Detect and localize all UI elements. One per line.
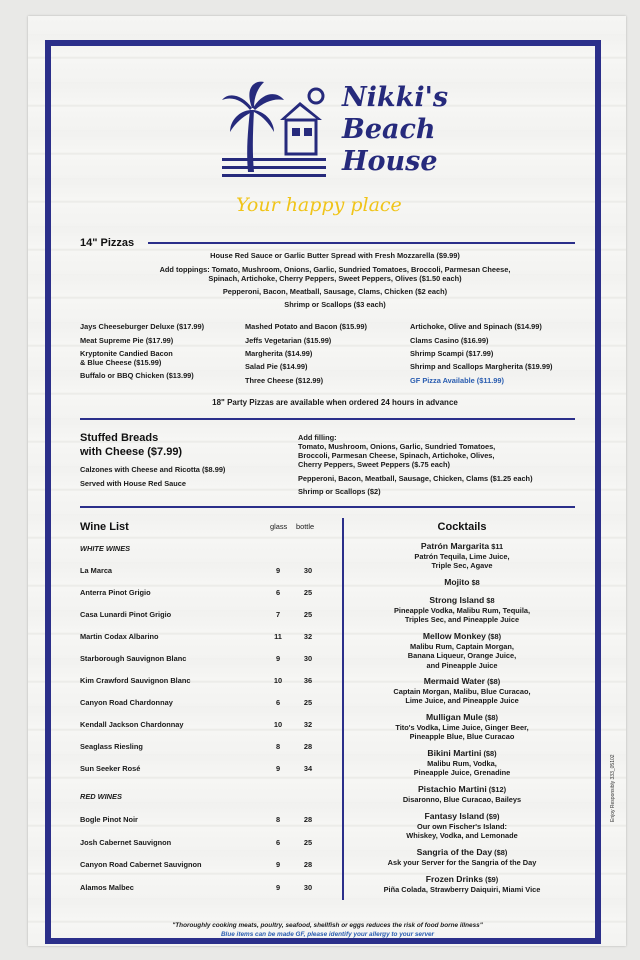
wine-name: Bogle Pinot Noir <box>80 815 138 824</box>
cocktail-price: ($9) <box>485 875 499 884</box>
gf-note: Blue items can be made GF, please identify your allergy to your server <box>220 931 435 938</box>
wine-heading: Wine List <box>80 521 129 533</box>
wine-bottle-price: 28 <box>303 742 313 751</box>
fill-line-2: Broccoli, Parmesan Cheese, Spinach, Artichoke, Olives, <box>298 451 495 460</box>
wine-glass-price: 6 <box>275 837 281 847</box>
wine-glass-price: 10 <box>273 676 283 685</box>
party-pizza-note: 18" Party Pizzas are available when ordered 24 hours in advance <box>212 398 458 407</box>
wine-bottle-price: 25 <box>303 610 313 619</box>
wine-name: Seaglass Riesling <box>80 742 143 751</box>
cocktail-item <box>362 749 562 778</box>
wine-glass-price: 6 <box>275 588 281 597</box>
cocktail-item <box>362 848 562 867</box>
cocktail-name: Strong Island <box>429 595 485 605</box>
cocktail-name: Mermaid Water <box>423 676 486 686</box>
pizza-toppings-1: Add toppings: Tomato, Mushroom, Onions, Garlic, Sundried Tomatoes, Broccoli, Parmesan Cheese, <box>159 265 511 274</box>
cocktail-name: Fantasy Island <box>424 811 485 821</box>
wine-col-glass: glass <box>270 522 288 531</box>
pizza-item: Margherita ($14.99) <box>245 349 313 358</box>
pizza-item: Buffalo or BBQ Chicken ($13.99) <box>80 371 194 380</box>
cocktail-description: Our own Fischer's Island: <box>416 821 508 831</box>
cocktail-title <box>362 677 562 687</box>
cocktail-description: Tito's Vodka, Lime Juice, Ginger Beer, <box>395 722 529 732</box>
cocktail-price: $8 <box>471 578 480 587</box>
cocktail-description: Triples Sec, and Pineapple Juice <box>404 615 520 625</box>
cocktail-title <box>362 632 562 642</box>
fill-seafood: Shrimp or Scallops ($2) <box>298 487 381 496</box>
logo-title-line-1: Nikki's <box>342 82 449 113</box>
pizza-item: Jays Cheeseburger Deluxe ($17.99) <box>80 322 205 331</box>
cocktail-name: Mojito <box>444 577 470 587</box>
cocktail-description: Pineapple Vodka, Malibu Rum, Tequila, <box>393 605 531 615</box>
cocktail-title <box>362 542 562 552</box>
wine-name: Anterra Pinot Grigio <box>80 588 151 597</box>
pizzas-bottom-rule <box>80 418 575 420</box>
wine-glass-price: 9 <box>275 882 281 892</box>
pizza-toppings-2: Spinach, Artichoke, Cherry Peppers, Sweet Peppers, Olives ($1.50 each) <box>208 274 462 283</box>
pizza-item-gf: GF Pizza Available ($11.99) <box>410 376 504 385</box>
wine-glass-price: 9 <box>275 764 281 773</box>
pizza-item: Shrimp and Scallops Margherita ($19.99) <box>410 362 553 371</box>
sauce-note: Served with House Red Sauce <box>80 479 186 488</box>
cocktail-name: Mellow Monkey <box>422 631 486 641</box>
cocktail-price: ($12) <box>488 785 507 794</box>
wine-name: Starborough Sauvignon Blanc <box>80 654 187 663</box>
column-divider <box>342 518 344 900</box>
cocktail-item <box>362 677 562 706</box>
cocktail-item <box>362 713 562 742</box>
cocktail-description: Captain Morgan, Malibu, Blue Curacao, <box>393 686 531 696</box>
cocktail-title <box>362 713 562 723</box>
wine-name: Martin Codax Albarino <box>80 632 159 641</box>
wine-name: Sun Seeker Rosé <box>80 764 141 773</box>
cocktail-description: Piña Colada, Strawberry Daiquiri, Miami Vice <box>383 884 541 894</box>
pizza-item: Meat Supreme Pie ($17.99) <box>80 336 174 345</box>
wine-bottle-price: 30 <box>303 566 313 575</box>
wine-glass-price: 10 <box>273 720 283 729</box>
cocktail-title <box>362 812 562 822</box>
cocktail-description: Pineapple Juice, Grenadine <box>413 768 511 778</box>
wine-bottle-price: 30 <box>303 882 313 892</box>
pizza-item: Artichoke, Olive and Spinach ($14.99) <box>410 322 542 331</box>
pizza-item: Shrimp Scampi ($17.99) <box>410 349 494 358</box>
cocktail-description: Patrón Tequila, Lime Juice, <box>414 551 510 561</box>
pizza-base: House Red Sauce or Garlic Butter Spread with Fresh Mozzarella ($9.99) <box>210 251 460 260</box>
cocktail-price: ($8) <box>487 632 502 641</box>
cocktail-description: Banana Liqueur, Orange Juice, <box>407 651 517 661</box>
wine-glass-price: 6 <box>275 698 281 707</box>
wine-name: Kim Crawford Sauvignon Blanc <box>80 676 191 685</box>
logo-title-line-3: House <box>342 146 438 177</box>
wine-col-bottle: bottle <box>296 522 315 531</box>
pizza-item: Salad Pie ($14.99) <box>245 362 308 371</box>
cocktail-price: $8 <box>486 596 495 605</box>
wine-bottle-price: 28 <box>303 860 313 869</box>
cocktail-price: ($8) <box>494 848 508 857</box>
wine-name: Canyon Road Cabernet Sauvignon <box>80 860 202 869</box>
pizza-seafood: Shrimp or Scallops ($3 each) <box>284 300 386 309</box>
fill-line-1: Tomato, Mushroom, Onions, Garlic, Sundried Tomatoes, <box>298 442 496 451</box>
cocktail-name: Pistachio Martini <box>417 784 487 794</box>
cocktail-name: Mulligan Mule <box>425 712 483 722</box>
fill-label: Add filling: <box>298 433 337 442</box>
cocktail-description: Disaronno, Blue Curacao, Baileys <box>402 794 522 804</box>
cocktail-title <box>362 749 562 759</box>
white-wines-label: WHITE WINES <box>80 544 131 553</box>
food-warning: "Thoroughly cooking meats, poultry, seafood, shellfish or eggs reduces the risk of food borne illness" <box>172 922 483 929</box>
cocktail-price: ($8) <box>484 713 499 722</box>
cocktail-item <box>362 632 562 670</box>
cocktail-title <box>362 596 562 606</box>
red-wines-label: RED WINES <box>80 792 122 801</box>
cocktail-item <box>362 578 562 588</box>
cocktail-price: ($9) <box>486 812 500 821</box>
pizza-item: Clams Casino ($16.99) <box>410 336 489 345</box>
calzone-item: Calzones with Cheese and Ricotta ($8.99) <box>80 465 226 474</box>
wine-name: Canyon Road Chardonnay <box>80 698 173 707</box>
pizza-meats: Pepperoni, Bacon, Meatball, Sausage, Clams, Chicken ($2 each) <box>222 287 448 296</box>
logo-title-line-2: Beach <box>342 114 436 145</box>
cocktail-description: Malibu Rum, Captain Morgan, <box>410 641 514 651</box>
wine-glass-price: 9 <box>275 654 281 663</box>
cocktail-price: ($8) <box>483 749 497 758</box>
stuffed-heading-2: with Cheese ($7.99) <box>80 446 183 458</box>
cocktail-title <box>362 785 562 795</box>
cocktail-description: Lime Juice, and Pineapple Juice <box>405 696 519 706</box>
cocktail-description: Ask your Server for the Sangria of the Day <box>387 857 537 867</box>
wine-bottle-price: 32 <box>303 720 313 729</box>
pizza-item: Mashed Potato and Bacon ($15.99) <box>245 322 367 331</box>
wine-glass-price: 8 <box>275 815 281 824</box>
wine-glass-price: 9 <box>275 860 281 869</box>
cocktail-name: Bikini Martini <box>427 748 482 758</box>
cocktail-item <box>362 812 562 841</box>
wine-bottle-price: 28 <box>303 815 313 824</box>
wine-bottle-price: 25 <box>303 588 313 597</box>
wine-bottle-price: 34 <box>303 764 313 773</box>
cocktail-name: Patrón Margarita <box>420 541 490 551</box>
wine-bottle-price: 25 <box>303 837 313 847</box>
cocktail-price: ($8) <box>487 677 501 686</box>
wine-bottle-price: 32 <box>303 632 313 641</box>
wine-name: Kendall Jackson Chardonnay <box>80 720 184 729</box>
wine-name: La Marca <box>80 566 113 575</box>
cocktail-description: Whiskey, Vodka, and Lemonade <box>406 831 518 841</box>
cocktail-title <box>362 875 562 885</box>
pizzas-rule <box>148 242 575 244</box>
wine-glass-price: 8 <box>275 742 281 751</box>
pizza-item: Three Cheese ($12.99) <box>245 376 324 385</box>
cocktail-item <box>362 542 562 571</box>
fill-line-3: Cherry Peppers, Sweet Peppers ($.75 each) <box>298 460 450 469</box>
wine-glass-price: 7 <box>275 610 281 619</box>
cocktail-description: Triple Sec, Agave <box>431 561 493 571</box>
wine-glass-price: 9 <box>275 566 281 575</box>
wine-name: Alamos Malbec <box>80 882 134 892</box>
tagline: Your happy place <box>236 194 402 216</box>
stuffed-bottom-rule <box>80 506 575 508</box>
cocktail-description: Malibu Rum, Vodka, <box>427 758 497 768</box>
fill-meats: Pepperoni, Bacon, Meatball, Sausage, Chicken, Clams ($1.25 each) <box>298 474 533 483</box>
palm-house-logo-icon <box>220 80 332 180</box>
wine-bottle-price: 36 <box>303 676 313 685</box>
wine-name: Casa Lunardi Pinot Grigio <box>80 610 172 619</box>
cocktail-title <box>362 578 562 588</box>
pizza-item: Kryptonite Candied Bacon <box>80 349 173 358</box>
side-note: Enjoy Responsibly 333_05102 <box>610 754 616 822</box>
cocktail-name: Frozen Drinks <box>425 874 484 884</box>
pizza-item: Jeffs Vegetarian ($15.99) <box>245 336 332 345</box>
wine-name: Josh Cabernet Sauvignon <box>80 837 172 847</box>
cocktail-price: $11 <box>491 542 504 551</box>
wine-bottle-price: 30 <box>303 654 313 663</box>
pizza-item: & Blue Cheese ($15.99) <box>80 358 162 367</box>
cocktail-item <box>362 596 562 625</box>
cocktail-item <box>362 875 562 894</box>
cocktail-item <box>362 785 562 804</box>
cocktails-heading: Cocktails <box>437 521 487 533</box>
stuffed-heading-1: Stuffed Breads <box>80 432 159 444</box>
cocktail-description: and Pineapple Juice <box>426 660 498 670</box>
wine-bottle-price: 25 <box>303 698 313 707</box>
cocktail-title <box>362 848 562 858</box>
cocktail-name: Sangria of the Day <box>416 847 493 857</box>
pizzas-heading: 14" Pizzas <box>80 237 135 249</box>
wine-glass-price: 11 <box>274 632 282 641</box>
cocktail-description: Pineapple Blue, Blue Curacao <box>409 732 515 742</box>
